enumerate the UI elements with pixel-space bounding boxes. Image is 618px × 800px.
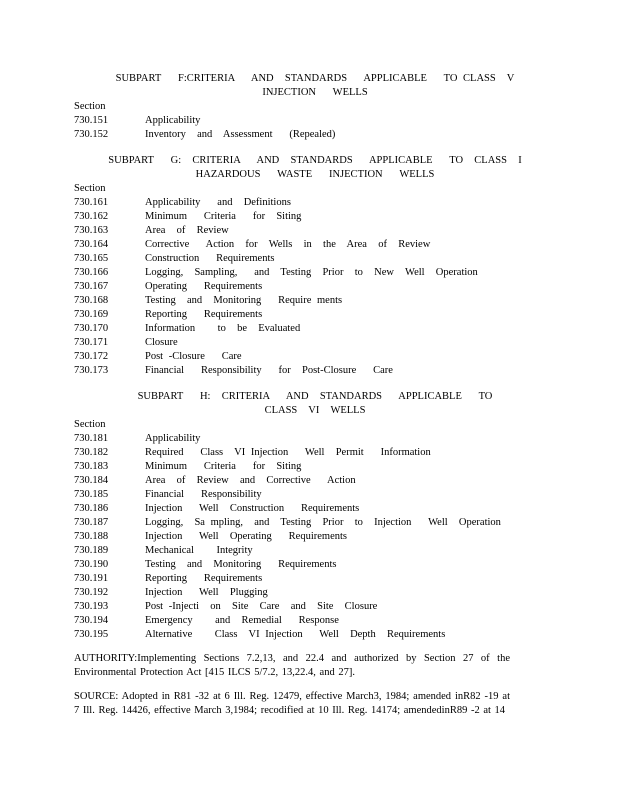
subpart-f-heading-line1: SUBPART F:CRITERIA AND STANDARDS APPLICABLE TO CLASS V [115,73,515,84]
section-title: Information to be Evaluated [145,323,301,334]
section-number: 730.152 [74,129,109,140]
authority-note: AUTHORITY:Implementing Sections 7.2,13, and 22.4 and authorized by Section 27 of the Environmental Protection Act [415 ILCS 5/7.2, 13,22.4, and 27]. [74,653,510,678]
section-row [74,280,262,294]
section-row [74,628,445,642]
section-row [74,516,501,530]
section-row [74,474,356,488]
section-number: 730.184 [74,475,109,486]
section-title: Applicability [145,433,201,444]
section-row [74,196,291,210]
section-title: Operating Requirements [145,281,263,292]
section-row [74,488,262,502]
section-title: Injection Well Plugging [145,587,268,598]
section-title: Post -Closure Care [145,351,242,362]
section-row [74,432,200,446]
section-number: 730.191 [74,573,109,584]
section-number: 730.193 [74,601,109,612]
section-number: 730.183 [74,461,109,472]
section-title: Logging, Sampling, and Testing Prior to New Well Operation [145,267,478,278]
section-number: 730.164 [74,239,109,250]
section-row [74,530,347,544]
section-number: 730.172 [74,351,109,362]
section-number: 730.189 [74,545,109,556]
section-row [74,252,274,266]
section-number: 730.186 [74,503,109,514]
subpart-g-heading-line2: HAZARDOUS WASTE INJECTION WELLS [195,169,435,180]
section-row [74,364,393,378]
section-title: Reporting Requirements [145,573,263,584]
section-number: 730.168 [74,295,109,306]
section-number: 730.167 [74,281,109,292]
section-title: Construction Requirements [145,253,275,264]
section-title: Injection Well Operating Requirements [145,531,347,542]
subpart-f-section-label: Section [74,101,106,112]
section-title: Financial Responsibility for Post-Closure Care [145,365,393,376]
section-number: 730.161 [74,197,109,208]
section-number: 730.169 [74,309,109,320]
section-title: Area of Review and Corrective Action [145,475,356,486]
section-row [74,238,430,252]
subpart-h-heading-line1: SUBPART H: CRITERIA AND STANDARDS APPLICABLE TO [137,391,493,402]
section-number: 730.170 [74,323,109,334]
section-row [74,350,242,364]
section-number: 730.181 [74,433,109,444]
section-number: 730.171 [74,337,109,348]
section-title: Minimum Criteria for Siting [145,211,302,222]
subpart-f-heading-line2: INJECTION WELLS [262,87,368,98]
section-title: Alternative Class VI Injection Well Depth Requirements [145,629,446,640]
section-row [74,224,229,238]
section-title: Post -Injecti on Site Care and Site Closure [145,601,378,612]
section-title: Minimum Criteria for Siting [145,461,302,472]
section-number: 730.187 [74,517,109,528]
section-row [74,322,300,336]
section-row [74,600,377,614]
section-row [74,460,301,474]
section-row [74,586,268,600]
source-note: SOURCE: Adopted in R81 -32 at 6 Ill. Reg. 12479, effective March3, 1984; amended inR82 -19 at 7 Ill. Reg. 14426, effective March 3,1984; recodified at 10 Ill. Reg. 14174; amendedinR89 -2 at 14 [74,691,510,716]
section-title: Emergency and Remedial Response [145,615,339,626]
section-title: Inventory and Assessment (Repealed) [145,129,336,140]
section-number: 730.165 [74,253,109,264]
section-row [74,446,431,460]
section-number: 730.182 [74,447,109,458]
section-number: 730.194 [74,615,109,626]
section-title: Area of Review [145,225,229,236]
section-number: 730.190 [74,559,109,570]
section-title: Mechanical Integrity [145,545,253,556]
section-number: 730.166 [74,267,109,278]
section-number: 730.195 [74,629,109,640]
section-title: Logging, Sa mpling, and Testing Prior to Injection Well Operation [145,517,501,528]
section-title: Required Class VI Injection Well Permit Information [145,447,431,458]
section-title: Closure [145,337,178,348]
section-row [74,558,336,572]
section-number: 730.163 [74,225,109,236]
section-row [74,128,335,142]
section-row [74,114,200,128]
section-title: Testing and Monitoring Requirements [145,559,337,570]
section-number: 730.151 [74,115,109,126]
subpart-h-heading-line2: CLASS VI WELLS [264,405,366,416]
section-row [74,266,478,280]
section-number: 730.162 [74,211,109,222]
section-row [74,572,262,586]
section-number: 730.173 [74,365,109,376]
section-row [74,308,262,322]
section-number: 730.192 [74,587,109,598]
subpart-h-section-label: Section [74,419,106,430]
section-title: Financial Responsibility [145,489,262,500]
section-title: Injection Well Construction Requirements [145,503,360,514]
section-number: 730.185 [74,489,109,500]
section-row [74,294,342,308]
section-title: Reporting Requirements [145,309,263,320]
section-row [74,336,178,350]
section-title: Testing and Monitoring Require ments [145,295,343,306]
section-title: Corrective Action for Wells in the Area of Review [145,239,431,250]
section-row [74,210,301,224]
section-title: Applicability [145,115,201,126]
subpart-g-heading-line1: SUBPART G: CRITERIA AND STANDARDS APPLICABLE TO CLASS I [108,155,522,166]
section-row [74,544,253,558]
section-number: 730.188 [74,531,109,542]
section-row [74,614,339,628]
section-row [74,502,359,516]
section-title: Applicability and Definitions [145,197,291,208]
subpart-g-section-label: Section [74,183,106,194]
